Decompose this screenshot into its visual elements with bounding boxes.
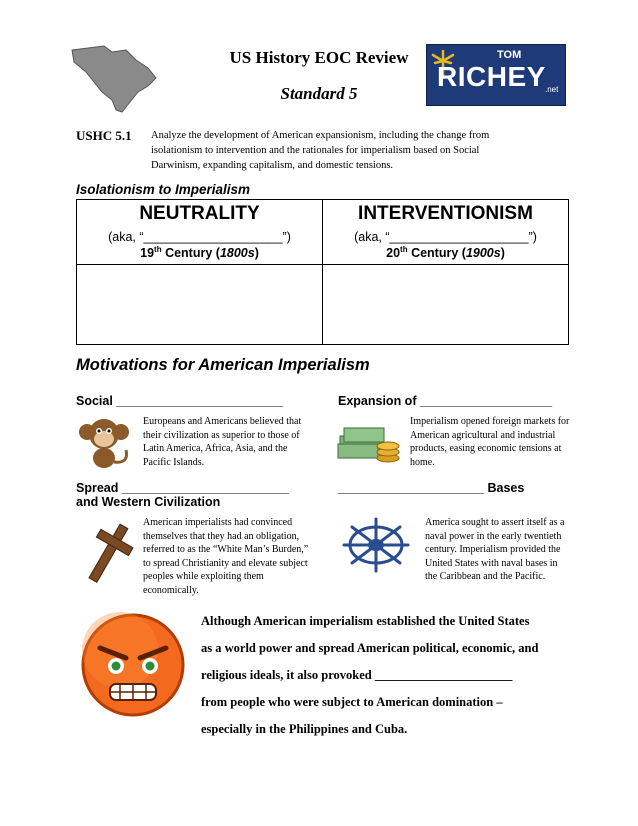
interventionism-title: INTERVENTIONISM <box>358 203 533 224</box>
ship-wheel-icon <box>340 516 412 574</box>
page-title: US History EOC Review <box>229 48 409 67</box>
logo-suffix-text: .net <box>545 85 559 94</box>
section2-heading: Motivations for American Imperialism <box>76 356 370 374</box>
neutrality-title: NEUTRALITY <box>139 203 260 224</box>
conclusion-line-2: as a world power and spread American political, economic, and <box>201 641 539 655</box>
standard-code: USHC 5.1 <box>76 128 132 143</box>
conclusion-line-5: especially in the Philippines and Cuba. <box>201 722 408 736</box>
conclusion-line-4: from people who were subject to American domination – <box>201 695 503 709</box>
conclusion-line-1: Although American imperialism established the United States <box>201 614 530 628</box>
neutrality-answer-cell[interactable] <box>77 265 323 345</box>
expansion-label: Expansion of ___________________ <box>338 394 553 408</box>
interventionism-header-cell <box>323 200 569 265</box>
neutrality-header-cell <box>77 200 323 265</box>
spread-text: American imperialists had convinced themselves that they had an obligation, referred to as the “White Man’s Burden,” to spread Christianity and elevate subject peoples while exploiting them economically. <box>143 517 309 596</box>
neutrality-century: 19th Century (1800s) <box>140 245 259 261</box>
conclusion-line-3: religious ideals, it also provoked ______________________ <box>201 668 513 682</box>
tom-richey-logo <box>426 44 566 106</box>
spread-label: Spread ________________________ and Western Civilization <box>76 481 289 509</box>
bases-label: _____________________ Bases <box>338 481 525 495</box>
page-subtitle: Standard 5 <box>280 84 358 103</box>
cross-icon <box>80 518 136 588</box>
social-label: Social ________________________ <box>76 394 284 408</box>
comparison-table <box>76 199 569 345</box>
angry-face-icon <box>78 610 188 720</box>
interventionism-aka: (aka, “____________________”) <box>354 230 537 244</box>
expansion-text: Imperialism opened foreign markets for American agricultural and industrial products, easing economic tensions at home. <box>410 416 570 468</box>
interventionism-answer-cell[interactable] <box>323 265 569 345</box>
standard-text: Analyze the development of American expansionism, including the change from isolationism to intervention and the rationales for imperialism based on Social Darwinism, expanding capitalism, and domestic tensions. <box>151 130 490 171</box>
bases-text: America sought to assert itself as a naval power in the early twentieth century. Imperialism provided the United States with naval bases in the Caribbean and the Pacific. <box>425 517 565 582</box>
money-stack-icon <box>336 420 402 466</box>
logo-big-text: RICHEY <box>437 61 546 92</box>
neutrality-aka: (aka, “____________________”) <box>108 230 291 244</box>
section1-heading: Isolationism to Imperialism <box>76 182 251 197</box>
monkey-icon <box>74 414 134 470</box>
logo-small-text: TOM <box>497 49 522 61</box>
interventionism-century: 20th Century (1900s) <box>386 245 505 261</box>
social-text: Europeans and Americans believed that their civilization as superior to those of Latin America, Africa, Asia, and the Pacific Islands. <box>143 416 302 468</box>
